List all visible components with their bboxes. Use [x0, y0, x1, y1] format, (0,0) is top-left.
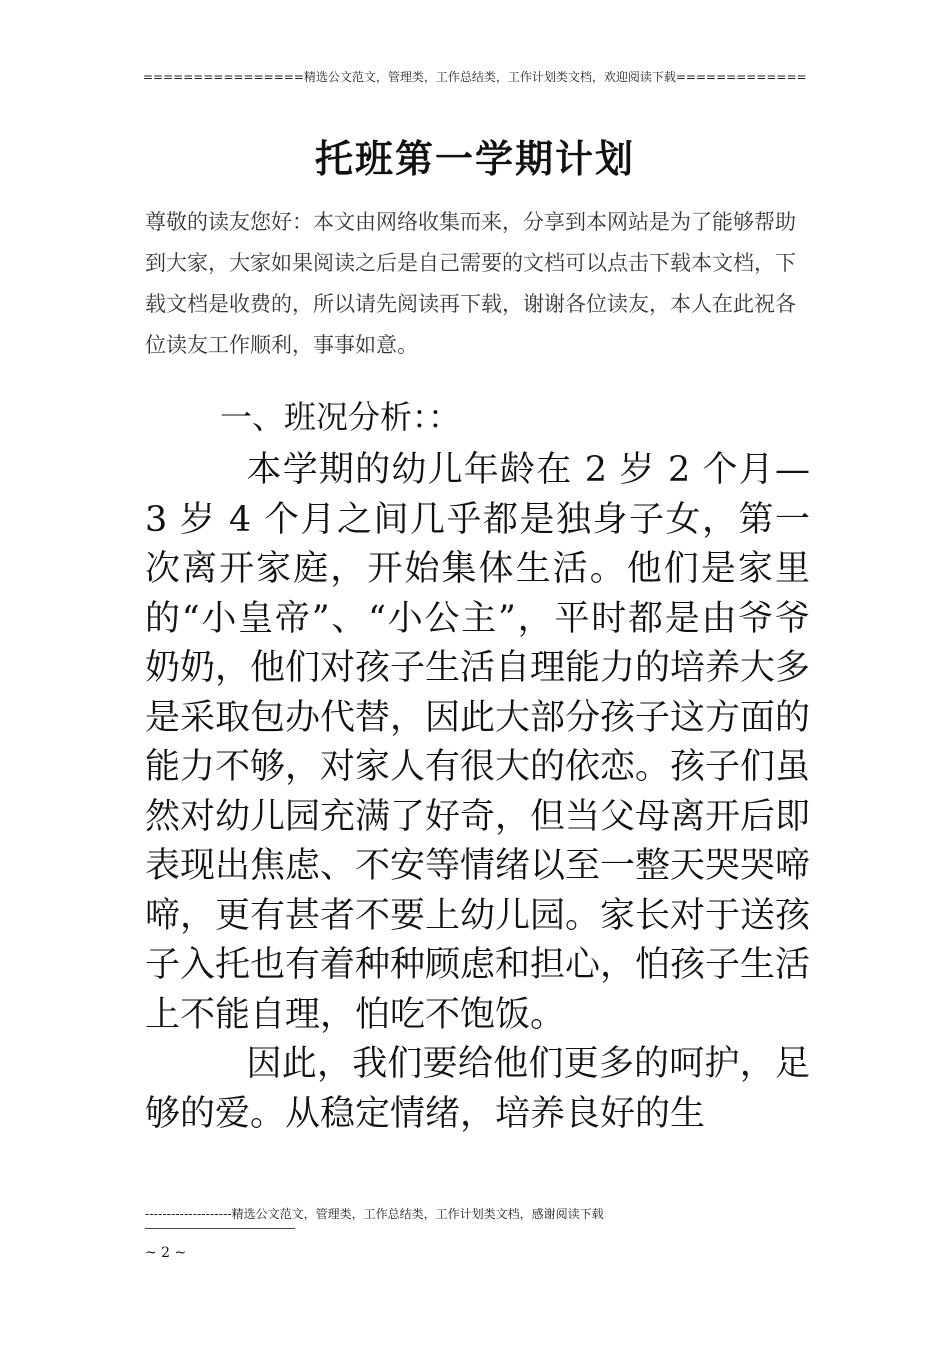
footer-divider — [145, 1228, 295, 1229]
section-heading: 一、班况分析：： — [220, 398, 461, 436]
body-paragraph: 因此，我们要给他们更多的呵护，足够的爱。从稳定情绪，培养良好的生 — [145, 1044, 810, 1134]
page-number: ~ 2 ~ — [145, 1245, 187, 1261]
document-body — [145, 446, 810, 1139]
page-header-banner: ================精选公文范文，管理类，工作总结类，工作计划类文档，欢迎阅读下载============= — [143, 70, 807, 84]
document-title: 托班第一学期计划 — [314, 136, 635, 181]
page-footer-banner: --------------------精选公文范文，管理类，工作总结类，工作计划类文档，感谢阅读下载 — [145, 1207, 604, 1221]
reader-greeting: 尊敬的读友您好：本文由网络收集而来，分享到本网站是为了能够帮助到大家，大家如果阅读之后是自己需要的文档可以点击下载本文档，下载文档是收费的，所以请先阅读再下载，谢谢各位读友，本人在此祝各位读友工作顺利，事事如意。 — [145, 210, 796, 357]
body-paragraph: 本学期的幼儿年龄在 2 岁 2 个月—3 岁 4 个月之间几乎都是独身子女，第一次离开家庭，开始集体生活。他们是家里的“小皇帝”、“小公主”，平时都是由爷爷奶奶，他们对孩子生活自理能力的培养大多是采取包办代替，因此大部分孩子这方面的能力不够，对家人有很大的依恋。孩子们虽然对幼儿园充满了好奇，但当父母离开后即表现出焦虑、不安等情绪以至一整天哭哭啼啼，更有甚者不要上幼儿园。家长对于送孩子入托也有着种种顾虑和担心，怕孩子生活上不能自理，怕吃不饱饭。 — [145, 450, 811, 1035]
